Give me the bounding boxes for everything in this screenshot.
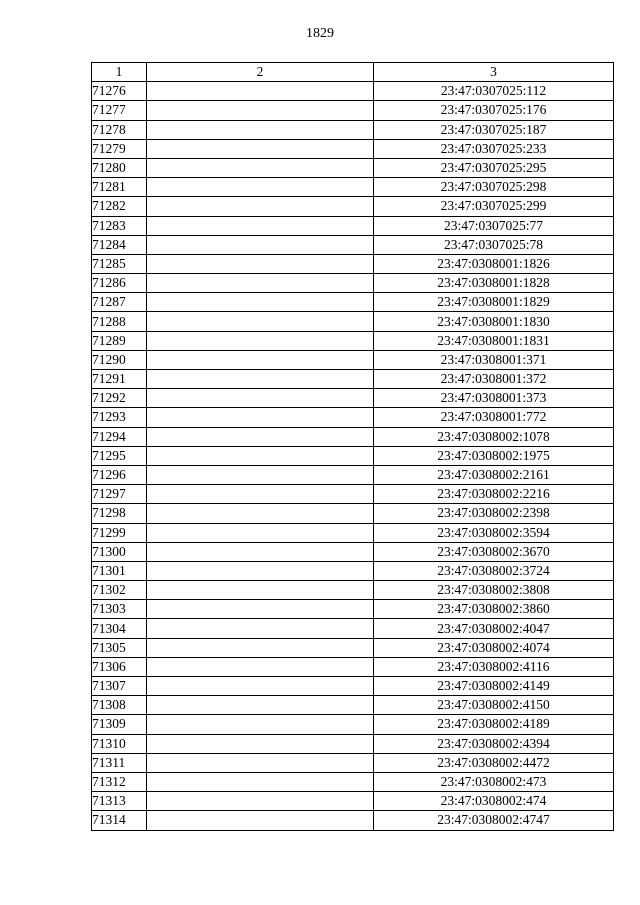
- row-number-cell: 71309: [92, 715, 147, 734]
- description-cell: [147, 101, 374, 120]
- description-cell: [147, 485, 374, 504]
- description-cell: [147, 274, 374, 293]
- page-number: 1829: [306, 26, 334, 41]
- description-cell: [147, 216, 374, 235]
- table-row: [92, 312, 614, 331]
- cadastral-number-cell: 23:47:0308001:371: [374, 350, 614, 369]
- description-cell: [147, 792, 374, 811]
- description-cell: [147, 753, 374, 772]
- cadastral-number-cell: 23:47:0308002:1078: [374, 427, 614, 446]
- cadastral-number-cell: 23:47:0308001:1828: [374, 274, 614, 293]
- cadastral-number-cell: 23:47:0307025:187: [374, 120, 614, 139]
- description-cell: [147, 139, 374, 158]
- description-cell: [147, 178, 374, 197]
- table-row: [92, 350, 614, 369]
- cadastral-number-cell: 23:47:0308001:1830: [374, 312, 614, 331]
- cadastral-number-cell: 23:47:0308001:772: [374, 408, 614, 427]
- row-number-cell: 71297: [92, 485, 147, 504]
- cadastral-number-cell: 23:47:0307025:112: [374, 82, 614, 101]
- description-cell: [147, 370, 374, 389]
- description-cell: [147, 619, 374, 638]
- table-row: [92, 427, 614, 446]
- description-cell: [147, 254, 374, 273]
- description-cell: [147, 235, 374, 254]
- row-number-cell: 71293: [92, 408, 147, 427]
- row-number-cell: 71308: [92, 696, 147, 715]
- cadastral-number-cell: 23:47:0308002:3860: [374, 600, 614, 619]
- cadastral-number-cell: 23:47:0308002:4747: [374, 811, 614, 830]
- cadastral-number-cell: 23:47:0307025:299: [374, 197, 614, 216]
- row-number-cell: 71287: [92, 293, 147, 312]
- row-number-cell: 71300: [92, 542, 147, 561]
- cadastral-table: [91, 62, 614, 831]
- cadastral-number-cell: 23:47:0308001:1831: [374, 331, 614, 350]
- description-cell: [147, 734, 374, 753]
- row-number-cell: 71301: [92, 561, 147, 580]
- description-cell: [147, 446, 374, 465]
- row-number-cell: 71299: [92, 523, 147, 542]
- table-row: [92, 178, 614, 197]
- table-row: [92, 792, 614, 811]
- table-row: [92, 677, 614, 696]
- description-cell: [147, 811, 374, 830]
- table-row: [92, 811, 614, 830]
- table-row: [92, 504, 614, 523]
- cadastral-number-cell: 23:47:0308001:372: [374, 370, 614, 389]
- row-number-cell: 71311: [92, 753, 147, 772]
- row-number-cell: 71283: [92, 216, 147, 235]
- table-row: [92, 274, 614, 293]
- row-number-cell: 71304: [92, 619, 147, 638]
- table-row: [92, 657, 614, 676]
- table-row: [92, 772, 614, 791]
- cadastral-number-cell: 23:47:0307025:298: [374, 178, 614, 197]
- description-cell: [147, 293, 374, 312]
- table-row: [92, 408, 614, 427]
- description-cell: [147, 561, 374, 580]
- cadastral-number-cell: 23:47:0308002:4116: [374, 657, 614, 676]
- table-row: [92, 638, 614, 657]
- column-header-2: 2: [147, 63, 374, 82]
- cadastral-number-cell: 23:47:0308002:474: [374, 792, 614, 811]
- cadastral-number-cell: 23:47:0307025:176: [374, 101, 614, 120]
- cadastral-number-cell: 23:47:0308002:3670: [374, 542, 614, 561]
- header-row: [92, 63, 614, 82]
- table-row: [92, 542, 614, 561]
- cadastral-number-cell: 23:47:0308002:4149: [374, 677, 614, 696]
- table-row: [92, 389, 614, 408]
- table-row: [92, 254, 614, 273]
- row-number-cell: 71290: [92, 350, 147, 369]
- row-number-cell: 71278: [92, 120, 147, 139]
- row-number-cell: 71281: [92, 178, 147, 197]
- description-cell: [147, 523, 374, 542]
- column-header-1: 1: [92, 63, 147, 82]
- description-cell: [147, 715, 374, 734]
- cadastral-number-cell: 23:47:0307025:77: [374, 216, 614, 235]
- row-number-cell: 71277: [92, 101, 147, 120]
- description-cell: [147, 389, 374, 408]
- cadastral-number-cell: 23:47:0308002:4472: [374, 753, 614, 772]
- description-cell: [147, 82, 374, 101]
- description-cell: [147, 542, 374, 561]
- table-row: [92, 235, 614, 254]
- cadastral-number-cell: 23:47:0308002:4047: [374, 619, 614, 638]
- row-number-cell: 71310: [92, 734, 147, 753]
- row-number-cell: 71314: [92, 811, 147, 830]
- table-row: [92, 331, 614, 350]
- cadastral-number-cell: 23:47:0308002:473: [374, 772, 614, 791]
- row-number-cell: 71307: [92, 677, 147, 696]
- table-row: [92, 753, 614, 772]
- row-number-cell: 71305: [92, 638, 147, 657]
- description-cell: [147, 465, 374, 484]
- table-row: [92, 139, 614, 158]
- row-number-cell: 71292: [92, 389, 147, 408]
- row-number-cell: 71313: [92, 792, 147, 811]
- row-number-cell: 71306: [92, 657, 147, 676]
- description-cell: [147, 772, 374, 791]
- table-row: [92, 216, 614, 235]
- cadastral-number-cell: 23:47:0308001:373: [374, 389, 614, 408]
- description-cell: [147, 350, 374, 369]
- table-body: [92, 82, 614, 830]
- table-row: [92, 715, 614, 734]
- row-number-cell: 71303: [92, 600, 147, 619]
- row-number-cell: 71291: [92, 370, 147, 389]
- row-number-cell: 71279: [92, 139, 147, 158]
- row-number-cell: 71294: [92, 427, 147, 446]
- description-cell: [147, 696, 374, 715]
- cadastral-number-cell: 23:47:0308002:4150: [374, 696, 614, 715]
- row-number-cell: 71284: [92, 235, 147, 254]
- description-cell: [147, 504, 374, 523]
- table-row: [92, 370, 614, 389]
- column-header-3: 3: [374, 63, 614, 82]
- cadastral-number-cell: 23:47:0308002:3724: [374, 561, 614, 580]
- row-number-cell: 71282: [92, 197, 147, 216]
- table-row: [92, 696, 614, 715]
- cadastral-number-cell: 23:47:0308001:1829: [374, 293, 614, 312]
- cadastral-number-cell: 23:47:0308002:3808: [374, 581, 614, 600]
- table-row: [92, 600, 614, 619]
- description-cell: [147, 331, 374, 350]
- row-number-cell: 71289: [92, 331, 147, 350]
- table-row: [92, 619, 614, 638]
- table-row: [92, 581, 614, 600]
- row-number-cell: 71280: [92, 158, 147, 177]
- table-row: [92, 465, 614, 484]
- row-number-cell: 71288: [92, 312, 147, 331]
- cadastral-number-cell: 23:47:0307025:295: [374, 158, 614, 177]
- description-cell: [147, 408, 374, 427]
- description-cell: [147, 120, 374, 139]
- table-row: [92, 120, 614, 139]
- cadastral-number-cell: 23:47:0308002:4394: [374, 734, 614, 753]
- row-number-cell: 71285: [92, 254, 147, 273]
- cadastral-number-cell: 23:47:0308002:1975: [374, 446, 614, 465]
- description-cell: [147, 312, 374, 331]
- cadastral-number-cell: 23:47:0308002:2398: [374, 504, 614, 523]
- description-cell: [147, 158, 374, 177]
- description-cell: [147, 600, 374, 619]
- description-cell: [147, 657, 374, 676]
- description-cell: [147, 581, 374, 600]
- cadastral-number-cell: 23:47:0308002:2161: [374, 465, 614, 484]
- cadastral-number-cell: 23:47:0307025:233: [374, 139, 614, 158]
- cadastral-number-cell: 23:47:0308002:2216: [374, 485, 614, 504]
- table-row: [92, 197, 614, 216]
- table-row: [92, 446, 614, 465]
- table-row: [92, 734, 614, 753]
- table-row: [92, 523, 614, 542]
- row-number-cell: 71296: [92, 465, 147, 484]
- row-number-cell: 71295: [92, 446, 147, 465]
- table-row: [92, 293, 614, 312]
- table-row: [92, 82, 614, 101]
- table-row: [92, 101, 614, 120]
- description-cell: [147, 427, 374, 446]
- table-row: [92, 158, 614, 177]
- cadastral-number-cell: 23:47:0307025:78: [374, 235, 614, 254]
- table-row: [92, 561, 614, 580]
- cadastral-number-cell: 23:47:0308001:1826: [374, 254, 614, 273]
- row-number-cell: 71312: [92, 772, 147, 791]
- row-number-cell: 71298: [92, 504, 147, 523]
- cadastral-number-cell: 23:47:0308002:4074: [374, 638, 614, 657]
- row-number-cell: 71276: [92, 82, 147, 101]
- description-cell: [147, 638, 374, 657]
- row-number-cell: 71286: [92, 274, 147, 293]
- cadastral-number-cell: 23:47:0308002:3594: [374, 523, 614, 542]
- description-cell: [147, 197, 374, 216]
- table-row: [92, 485, 614, 504]
- description-cell: [147, 677, 374, 696]
- row-number-cell: 71302: [92, 581, 147, 600]
- cadastral-number-cell: 23:47:0308002:4189: [374, 715, 614, 734]
